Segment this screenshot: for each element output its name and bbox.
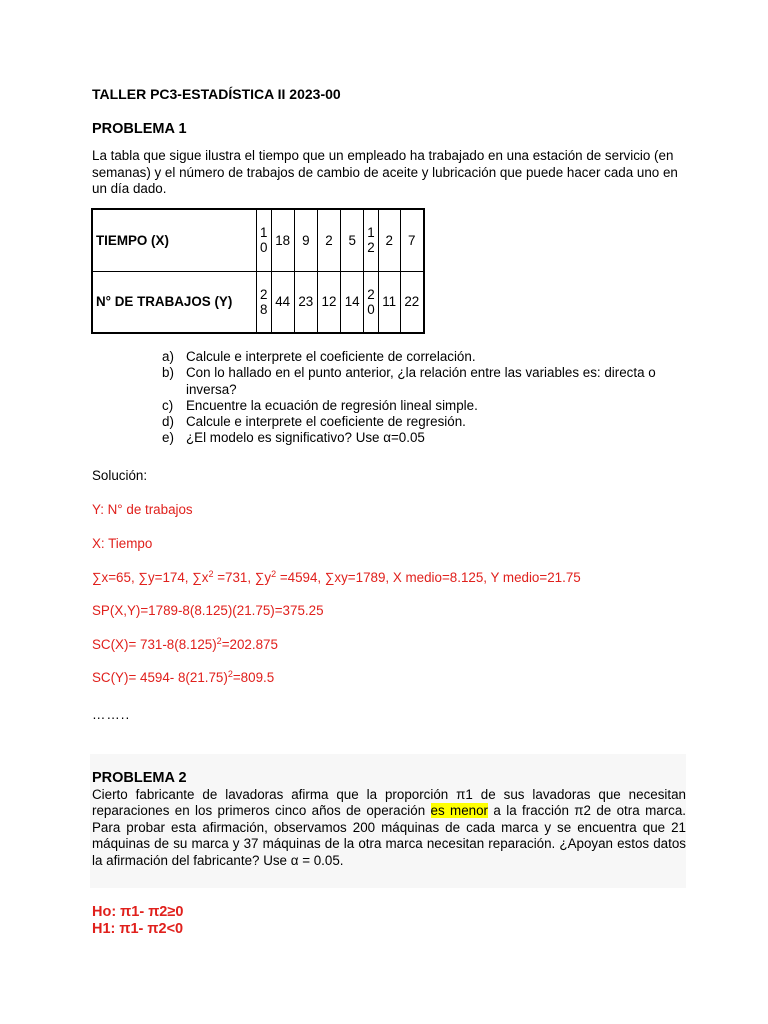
- list-item: e) ¿El modelo es significativo? Use α=0.05: [162, 430, 425, 446]
- table-cell: 44: [271, 271, 294, 333]
- row-header-y: N° DE TRABAJOS (Y): [92, 271, 257, 333]
- scy-line: SC(Y)= 4594- $8(21.75)^2=809.5$: [92, 669, 275, 685]
- scx-line: $SC(X)= 731-8(8.125)^2=202.875$: [92, 636, 278, 652]
- table-cell: 2: [378, 209, 400, 271]
- table-cell: 10: [257, 209, 272, 271]
- table-cell: 12: [317, 271, 340, 333]
- row-header-x: TIEMPO (X): [92, 209, 257, 271]
- question-list: [162, 349, 706, 447]
- problem-1-intro: La tabla que sigue ilustra el tiempo que un empleado ha trabajado en una estación de servicio (en semanas) y el número de trabajos de cambio de aceite y lubricación que puede hacer cada uno en un día dado.: [92, 148, 678, 196]
- table-cell: 9: [294, 209, 317, 271]
- table-cell: 14: [341, 271, 364, 333]
- table-cell: 28: [257, 271, 272, 333]
- y-definition: Y: N° de trabajos: [92, 502, 193, 517]
- sums-line: ∑x=65, ∑y=174, $\sum x^2 =731$, $\sum y^2 =4594$, ∑xy=1789, X medio=8.125, Y medio=21.75: [92, 569, 581, 585]
- table-cell: 12: [364, 209, 379, 271]
- table-row-y: [92, 271, 424, 333]
- null-hypothesis: Ho: π1- π2≥0: [92, 904, 184, 920]
- table-cell: 11: [378, 271, 400, 333]
- problem-2-text: Cierto fabricante de lavadoras afirma que la proporción π1 de sus lavadoras que necesitan reparaciones en los primeros cinco años de operación es menor a la fracción π2 de otra marca. Para probar esta afirmación, observamos 200 máquinas de cada marca y se encuentra que 21 máquinas de su marca y 37 máquinas de la otra marca necesitan reparación. ¿Apoyan estos datos la afirmación del fabricante? Use α = 0.05.: [92, 787, 686, 868]
- list-item: b) Con lo hallado en el punto anterior, ¿la relación entre las variables es: directa o inversa?: [162, 365, 656, 397]
- list-item: c) Encuentre la ecuación de regresión lineal simple.: [162, 397, 478, 413]
- highlighted-text: es menor: [430, 803, 489, 819]
- list-item: a) Calcule e interprete el coeficiente de correlación.: [162, 349, 476, 364]
- table-cell: 23: [294, 271, 317, 333]
- document-title: TALLER PC3-ESTADÍSTICA II 2023-00: [92, 86, 341, 102]
- data-table: [91, 208, 425, 334]
- table-cell: 5: [341, 209, 364, 271]
- problem-2-heading: PROBLEMA 2: [92, 770, 187, 786]
- list-item: d) Calcule e interprete el coeficiente de regresión.: [162, 414, 466, 430]
- table-cell: 2: [317, 209, 340, 271]
- problem-1-heading: PROBLEMA 1: [92, 121, 187, 137]
- sp-line: SP(X,Y)=1789-8(8.125)(21.75)=375.25: [92, 603, 324, 618]
- table-cell: 18: [271, 209, 294, 271]
- table-cell: 20: [364, 271, 379, 333]
- table-cell: 22: [400, 271, 424, 333]
- table-row-x: [92, 209, 424, 271]
- solution-label: Solución:: [92, 468, 148, 483]
- alternative-hypothesis: H1: π1- π2<0: [92, 921, 184, 937]
- ellipsis: ……..: [92, 707, 131, 722]
- x-definition: X: Tiempo: [92, 536, 153, 551]
- table-cell: 7: [400, 209, 424, 271]
